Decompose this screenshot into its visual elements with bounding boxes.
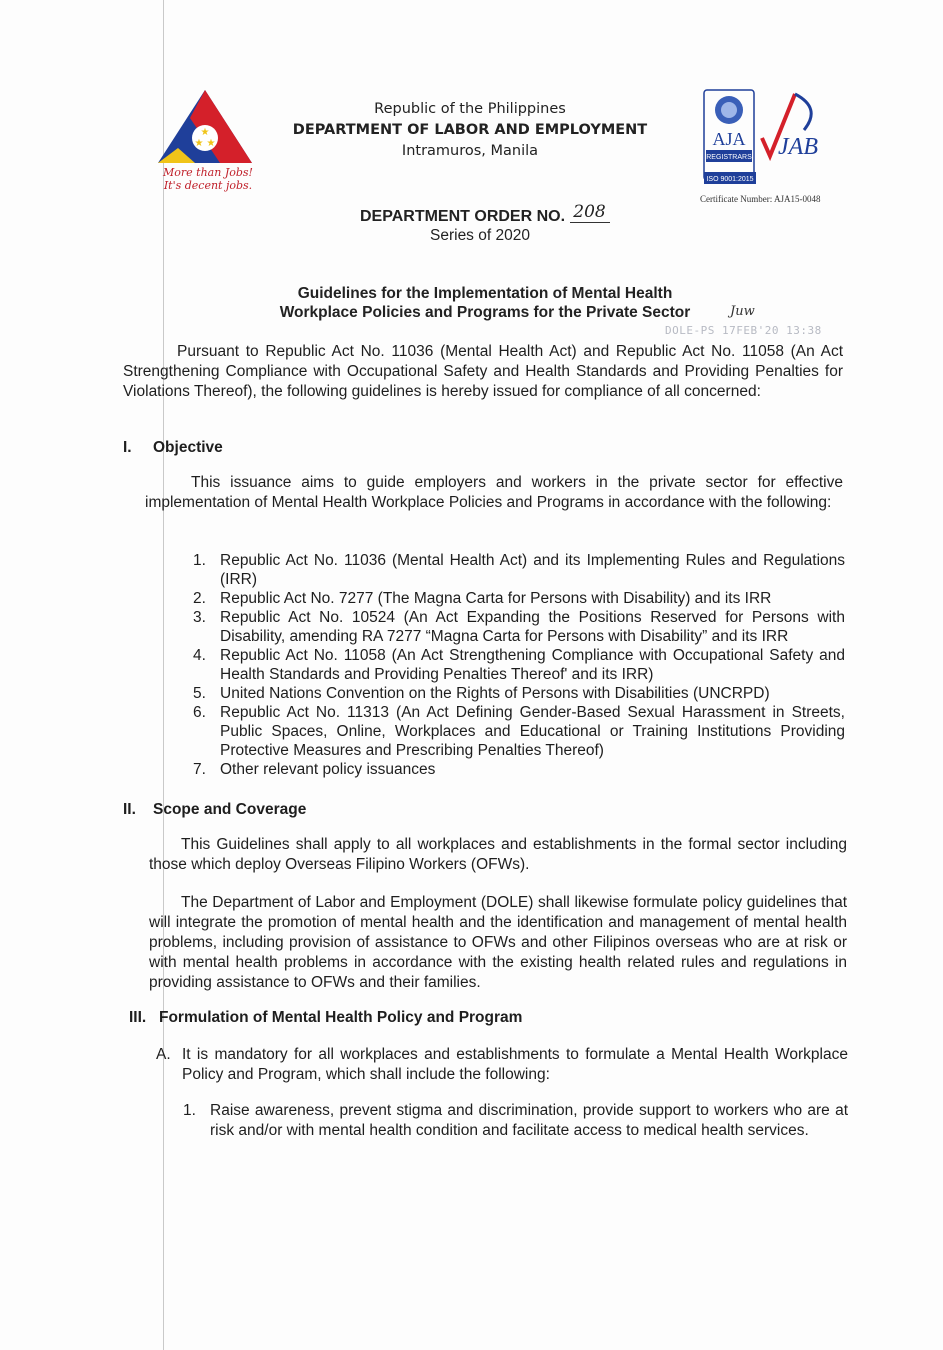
department-name: DEPARTMENT OF LABOR AND EMPLOYMENT: [292, 122, 648, 138]
section-heading-scope: [123, 801, 306, 819]
section-title: Formulation of Mental Health Policy and Program: [159, 1009, 523, 1026]
list-item: 2. Republic Act No. 7277 (The Magna Carta for Persons with Disability) and its IRR: [193, 590, 772, 607]
list-item: 6. Republic Act No. 11313 (An Act Defining Gender-Based Sexual Harassment in Streets, Public Spaces, Online, Workplaces and Educational or Training Institutions Providing Protective Measures and Prescribing Penalties Thereof): [193, 704, 845, 759]
objective-paragraph: This issuance aims to guide employers and workers in the private sector for effective implementation of Mental Health Workplace Policies and Programs in accordance with the following:: [145, 474, 843, 511]
letterhead: [290, 99, 650, 162]
scope-paragraph-1: This Guidelines shall apply to all workplaces and establishments in the formal sector including those which deploy Overseas Filipino Workers (OFWs).: [149, 836, 847, 873]
title-line-2: Workplace Policies and Programs for the Private Sector: [279, 304, 691, 321]
cert-mark-registrars: REGISTRARS: [706, 154, 752, 161]
department-location: Intramuros, Manila: [401, 143, 539, 159]
cert-mark-aja: AJA: [712, 129, 746, 149]
section-title: Scope and Coverage: [153, 801, 307, 818]
title-line-1: Guidelines for the Implementation of Mental Health: [297, 285, 673, 302]
certification-logo-icon: [700, 88, 830, 188]
formulation-list: [183, 1101, 848, 1141]
section-number: II.: [123, 801, 136, 818]
order-number-line: [360, 202, 610, 227]
scope-paragraph-2: The Department of Labor and Employment (DOLE) shall likewise formulate policy guidelines that will integrate the promotion of mental health and the identification and management of mental health problems, including provision of assistance to OFWs and other Filipinos overseas who are at risk or with mental health problems in accordance with the existing health related rules and regulations in providing assistance to OFWs and their families.: [149, 894, 847, 991]
list-item: 7. Other relevant policy issuances: [193, 761, 436, 778]
country-name: Republic of the Philippines: [374, 101, 566, 117]
cert-mark-jab: JAB: [778, 134, 818, 160]
certificate-number: Certificate Number: AJA15-0048: [700, 194, 821, 204]
svg-text:★: ★: [206, 138, 216, 149]
logo-tagline: [153, 166, 263, 192]
cert-iso: ISO 9001:2015: [706, 176, 754, 183]
document-title: [240, 284, 730, 322]
section-title: Objective: [153, 439, 223, 456]
objective-list: [193, 551, 845, 779]
list-item: 1. Republic Act No. 11036 (Mental Health Act) and its Implementing Rules and Regulations (IRR): [193, 552, 845, 588]
logo-tagline-2: It's decent jobs.: [163, 179, 253, 192]
intro-paragraph: Pursuant to Republic Act No. 11036 (Mental Health Act) and Republic Act No. 11058 (An Act Strengthening Compliance with Occupational Safety and Health Standards and Providing Penalties for Violations Thereof), the following guidelines is hereby issued for compliance of all concerned:: [123, 343, 843, 400]
handwritten-initials: Juw: [730, 304, 755, 319]
list-item: A. It is mandatory for all workplaces and establishments to formulate a Mental Health Workplace Policy and Program, which shall include the following:: [156, 1046, 848, 1083]
list-item: 3. Republic Act No. 10524 (An Act Expanding the Positions Reserved for Persons with Disability, amending RA 7277 “Magna Carta for Persons with Disability” and its IRR: [193, 609, 845, 645]
list-item: 5. United Nations Convention on the Rights of Persons with Disabilities (UNCRPD): [193, 685, 770, 702]
section-number: III.: [129, 1009, 147, 1026]
logo-tagline-1: More than Jobs!: [163, 166, 253, 179]
svg-text:★: ★: [200, 127, 210, 138]
section-number: I.: [123, 439, 132, 456]
order-label: DEPARTMENT ORDER NO.: [360, 208, 566, 225]
formulation-sublist: [156, 1045, 848, 1085]
list-item: 4. Republic Act No. 11058 (An Act Strengthening Compliance with Occupational Safety and Health Standards and Providing Penalties Thereof' and its IRR): [193, 647, 845, 683]
order-number: 208: [570, 202, 610, 223]
section-heading-objective: [123, 439, 223, 457]
list-item: 1. Raise awareness, prevent stigma and discrimination, provide support to workers who are at risk and/or with mental health condition and facilitate access to medical health services.: [183, 1102, 848, 1139]
svg-text:★: ★: [194, 138, 204, 149]
receipt-stamp: DOLE-PS 17FEB'20 13:38: [665, 324, 822, 337]
section-heading-formulation: [129, 1009, 522, 1027]
order-series: Series of 2020: [430, 227, 530, 244]
